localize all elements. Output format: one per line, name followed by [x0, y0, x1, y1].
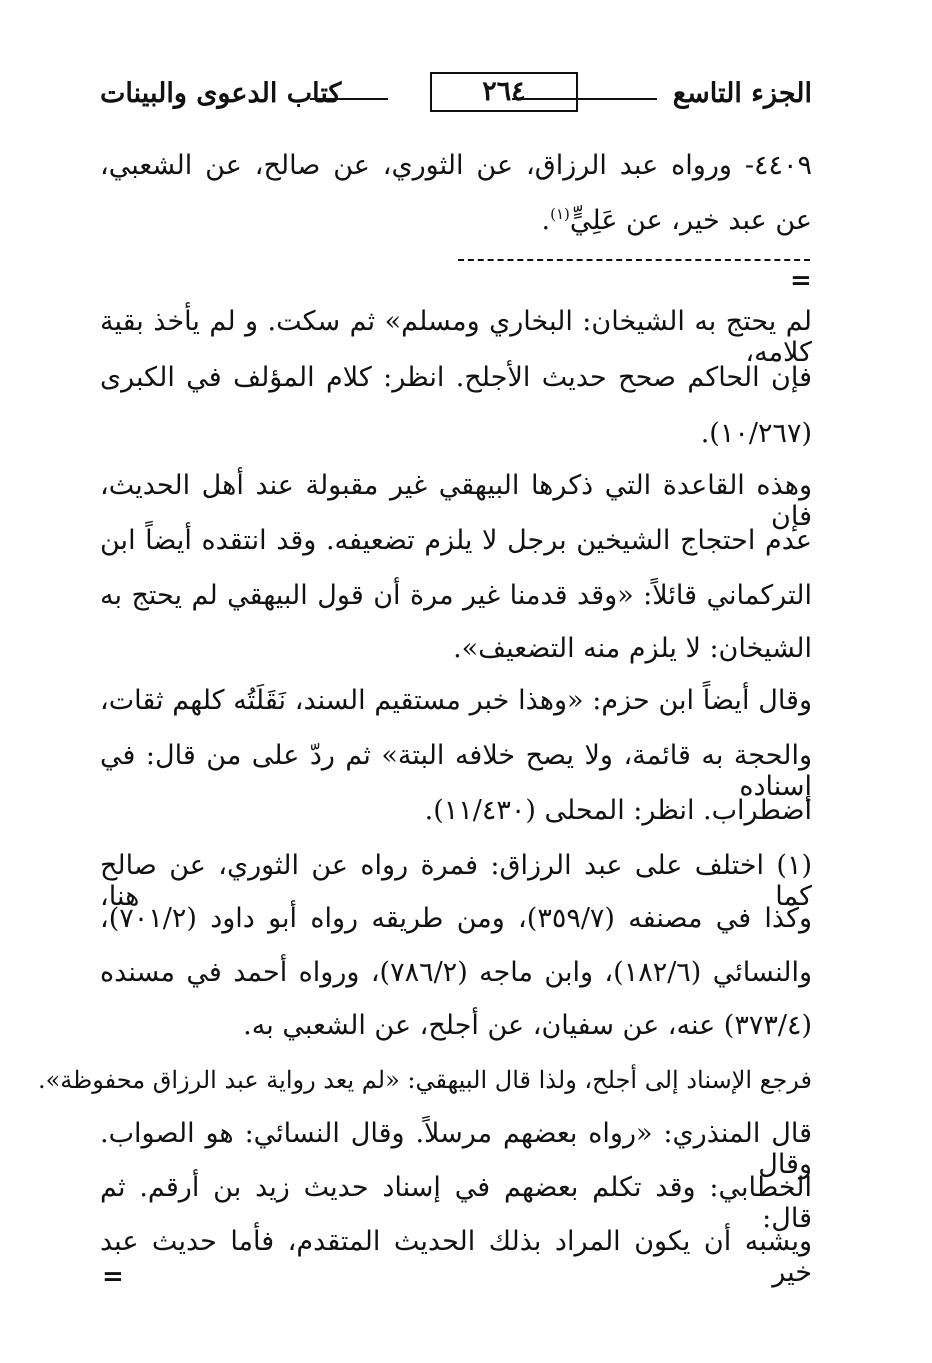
continuation-p2-line-4: الشيخان: لا يلزم منه التضعيف». [453, 633, 812, 664]
running-header [100, 72, 812, 120]
continuation-p3-line-1: وقال أيضاً ابن حزم: «وهذا خبر مستقيم السند، نَقَلَتُه كلهم ثقات، [100, 685, 812, 716]
footnote-3-line-1: قال المنذري: «رواه بعضهم مرسلاً. وقال النسائي: هو الصواب. وقال [100, 1118, 812, 1180]
continuation-p1-line-2: فإن الحاكم صحح حديث الأجلح. انظر: كلام المؤلف في الكبرى [100, 362, 812, 393]
continuation-p2-line-2: عدم احتجاج الشيخين برجل لا يلزم تضعيفه. وقد انتقده أيضاً ابن [100, 525, 812, 556]
footnote-continues-marker: = [102, 1262, 124, 1292]
continuation-p1-line-3: (١٠/٢٦٧). [700, 418, 812, 449]
continuation-p1-line-1: لم يحتج به الشيخان: البخاري ومسلم» ثم سكت. و لم يأخذ بقية كلامه، [100, 306, 812, 368]
hadith-end-mark: . [541, 205, 551, 236]
part-title: الجزء التاسع [672, 78, 812, 109]
continuation-marker: = [790, 266, 812, 296]
book-title: كتاب الدعوى والبينات [100, 78, 342, 109]
page-number: ٢٦٤ [430, 72, 578, 112]
footnote-3-line-3: ويشبه أن يكون المراد بذلك الحديث المتقدم، فأما حديث عبد خير [100, 1226, 812, 1288]
footnote-separator [458, 259, 810, 261]
footnote-ref: (١) [550, 205, 570, 223]
footnote-1-line-1: (١) اختلف على عبد الرزاق: فمرة رواه عن الثوري، عن صالح كما هنا، [100, 850, 812, 912]
footnote-1-line-4: (٣٧٣/٤) عنه، عن سفيان، عن أجلح، عن الشعبي به. [243, 1010, 812, 1041]
footnote-2-line-1: فرجع الإسناد إلى أجلح، ولذا قال البيهقي: «لم يعد رواية عبد الرزاق محفوظة». [37, 1066, 812, 1094]
footnote-1-line-2: وكذا في مصنفه (٣٥٩/٧)، ومن طريقه رواه أبو داود (٧٠١/٢)، [100, 903, 812, 934]
continuation-p3-line-3: اضطراب. انظر: المحلى (١١/٤٣٠). [424, 795, 812, 826]
continuation-p2-line-1: وهذه القاعدة التي ذكرها البيهقي غير مقبولة عند أهل الحديث، فإن [100, 470, 812, 532]
hadith-line-1: ٤٤٠٩- ورواه عبد الرزاق، عن الثوري، عن صالح، عن الشعبي، [100, 150, 812, 181]
hadith-line-2-text: عن عبد خير، عن عَلِيٍّ [569, 205, 812, 236]
continuation-p2-line-3: التركماني قائلاً: «وقد قدمنا غير مرة أن قول البيهقي لم يحتج به [100, 580, 812, 611]
footnote-3-line-2: الخطابي: وقد تكلم بعضهم في إسناد حديث زيد بن أرقم. ثم قال: [100, 1172, 812, 1234]
footnote-1-line-3: والنسائي (١٨٢/٦)، وابن ماجه (٧٨٦/٢)، ورواه أحمد في مسنده [100, 957, 812, 988]
continuation-p3-line-2: والحجة به قائمة، ولا يصح خلافه البتة» ثم ردّ على من قال: في إسناده [100, 740, 812, 802]
hadith-line-2 [100, 205, 812, 236]
